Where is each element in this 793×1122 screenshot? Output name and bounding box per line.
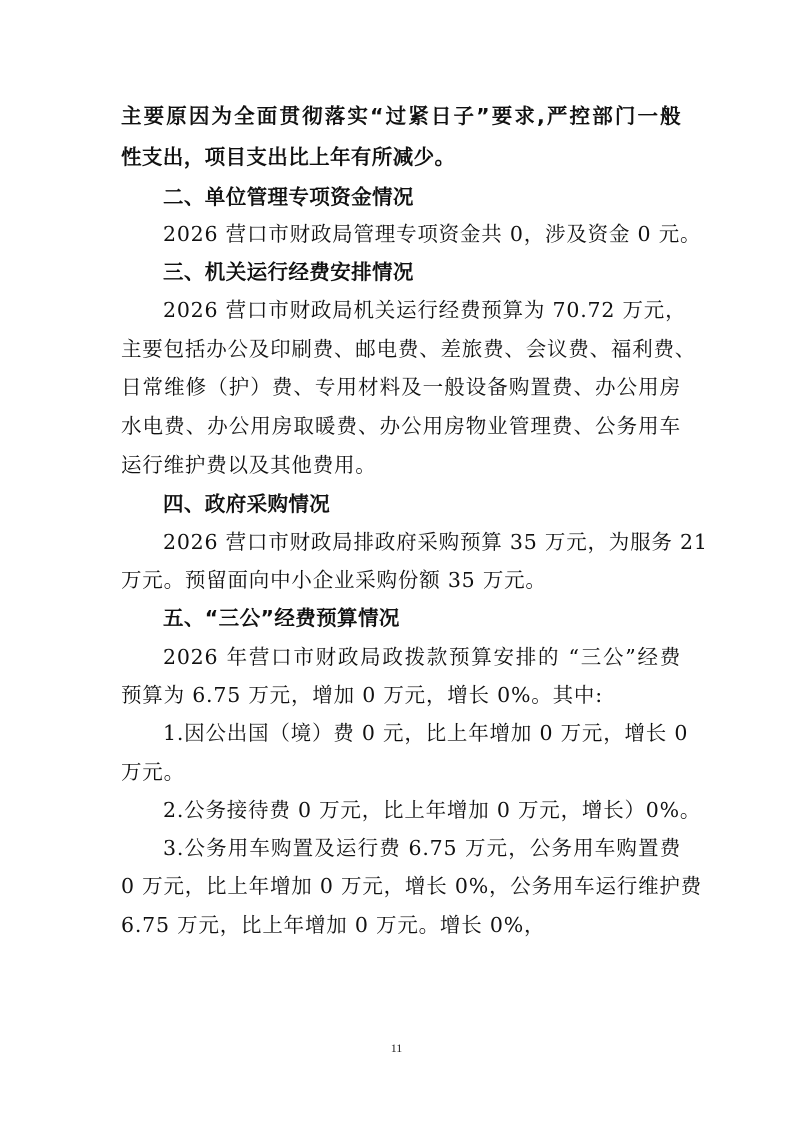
section-3-line-3: 日常维修（护）费、专用材料及一般设备购置费、办公用房 <box>121 375 681 399</box>
section-3-line-4: 水电费、办公用房取暖费、办公用房物业管理费、公务用车 <box>121 414 681 438</box>
section-5-item-3-line-2: 0 万元，比上年增加 0 万元，增长 0%，公务用车运行维护费 <box>121 874 702 898</box>
section-4-line-1: 2026 营口市财政局排政府采购预算 35 万元，为服务 21 <box>163 530 708 554</box>
intro-line-2: 性支出，项目支出比上年有所减少。 <box>121 145 456 169</box>
section-3-line-1: 2026 营口市财政局机关运行经费预算为 70.72 万元， <box>163 298 687 322</box>
intro-line-1: 主要原因为全面贯彻落实“过紧日子”要求,严控部门一般 <box>121 104 681 128</box>
section-2-heading: 二、单位管理专项资金情况 <box>163 185 414 209</box>
section-4-line-2: 万元。预留面向中小企业采购份额 35 万元。 <box>121 568 547 592</box>
section-5-heading: 五、“三公”经费预算情况 <box>163 606 400 630</box>
section-5-item-2-line-1: 2.公务接待费 0 万元，比上年增加 0 万元，增长）0%。 <box>163 798 702 822</box>
section-5-item-1-line-1: 1.因公出国（境）费 0 元，比上年增加 0 万元，增长 0 <box>163 721 689 745</box>
section-4-heading: 四、政府采购情况 <box>163 492 331 516</box>
section-3-line-5: 运行维护费以及其他费用。 <box>121 453 377 477</box>
page-number: 11 <box>390 1041 403 1055</box>
section-5-line-2: 预算为 6.75 万元，增加 0 万元，增长 0%。其中: <box>121 683 603 707</box>
section-5-line-1: 2026 年营口市财政局政拨款预算安排的 “三公”经费 <box>163 645 681 669</box>
section-5-item-3-line-3: 6.75 万元，比上年增加 0 万元。增长 0%， <box>121 913 546 937</box>
section-3-line-2: 主要包括办公及印刷费、邮电费、差旅费、会议费、福利费、 <box>121 337 697 361</box>
section-5-item-1-line-2: 万元。 <box>121 760 185 784</box>
section-3-heading: 三、机关运行经费安排情况 <box>163 260 414 284</box>
section-2-line-1: 2026 营口市财政局管理专项资金共 0，涉及资金 0 元。 <box>163 222 702 246</box>
section-5-item-3-line-1: 3.公务用车购置及运行费 6.75 万元，公务用车购置费 <box>163 836 681 860</box>
